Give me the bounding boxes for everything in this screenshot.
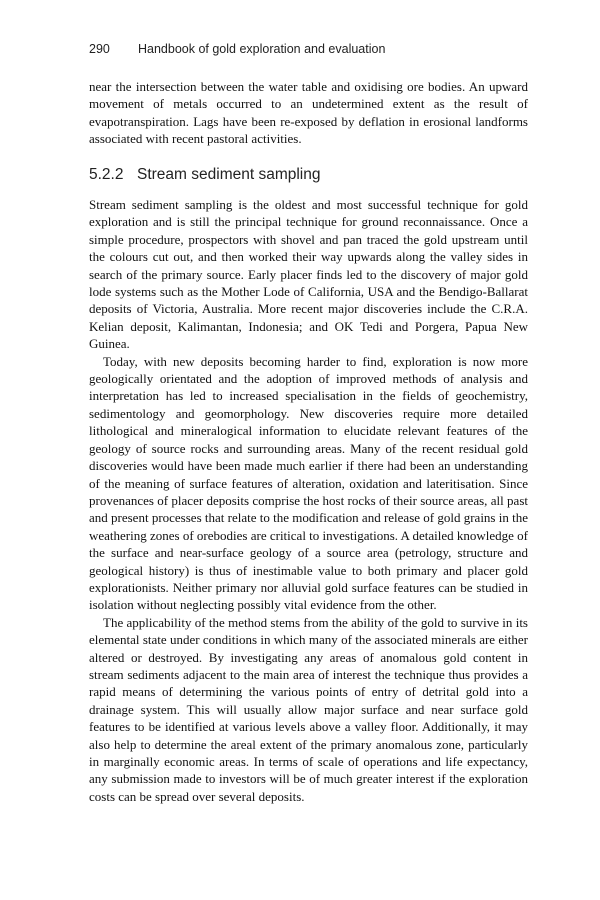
section-heading [89, 166, 528, 184]
page-number: 290 [89, 42, 110, 56]
section-number: 5.2.2 [89, 166, 124, 183]
paragraph-1: Stream sediment sampling is the oldest and most successful technique for gold exploration and is still the principal technique for ground reconnaissance. Once a simple procedure, prospectors with shovel and pan traced the gold upstream until the colours cut out, and then worked their way upwards along the valley sides in search of the primary source. Early placer finds led to the discovery of major gold lode systems such as the Mother Lode of California, USA and the Bendigo-Ballarat deposits of Victoria, Australia. More recent major discoveries include the C.R.A. Kelian deposit, Kalimantan, Indonesia; and OK Tedi and Porgera, Papua New Guinea. [89, 197, 528, 352]
paragraph-2: Today, with new deposits becoming harder to find, exploration is now more geologically orientated and the adoption of improved methods of analysis and interpretation has led to increased specialisation in the fields of geochemistry, sedimentology and geomorphology. New discoveries require more detailed lithological and mineralogical information to elucidate relevant features of the geology of source rocks and surrounding areas. Many of the recent residual gold discoveries would have been made much earlier if there had been an understanding of the meaning of surface features of alteration, oxidation and lateritisation. Since provenances of placer deposits comprise the host rocks of their source areas, all past and present processes that relate to the modification and release of gold grains in the weathering zones of orebodies are critical to investigations. A detailed knowledge of the surface and near-surface geology of a source area (petrology, structure and geological history) is thus of inestimable value to both primary and placer gold explorationists. Neither primary nor alluvial gold surface features can be studied in isolation without neglecting possibly vital evidence from the other. [89, 353, 528, 613]
lead-paragraph: near the intersection between the water table and oxidising ore bodies. An upward movement of metals occurred to an undetermined extent as the result of evapotranspiration. Lags have been re-exposed by deflation in erosional landforms associated with recent pastoral activities. [89, 79, 528, 147]
section-title: Stream sediment sampling [137, 166, 321, 183]
running-header [89, 42, 528, 56]
section-body [89, 196, 528, 805]
paragraph-3: The applicability of the method stems from the ability of the gold to survive in its elemental state under conditions in which many of the associated minerals are either altered or destroyed. By investigating any areas of anomalous gold content in stream sediments adjacent to the main area of interest the technique thus provides a rapid means of determining the various points of entry of detrital gold into a drainage system. This will usually allow major surface and near surface gold features to be identified at various levels above a valley floor. Additionally, it may also help to determine the areal extent of the primary anomalous zone, particularly in marginally economic areas. In terms of scale of operations and life expectancy, any submission made to investors will be of much greater interest if the exploration costs can be spread over several deposits. [89, 614, 528, 804]
book-title: Handbook of gold exploration and evaluation [138, 42, 386, 56]
